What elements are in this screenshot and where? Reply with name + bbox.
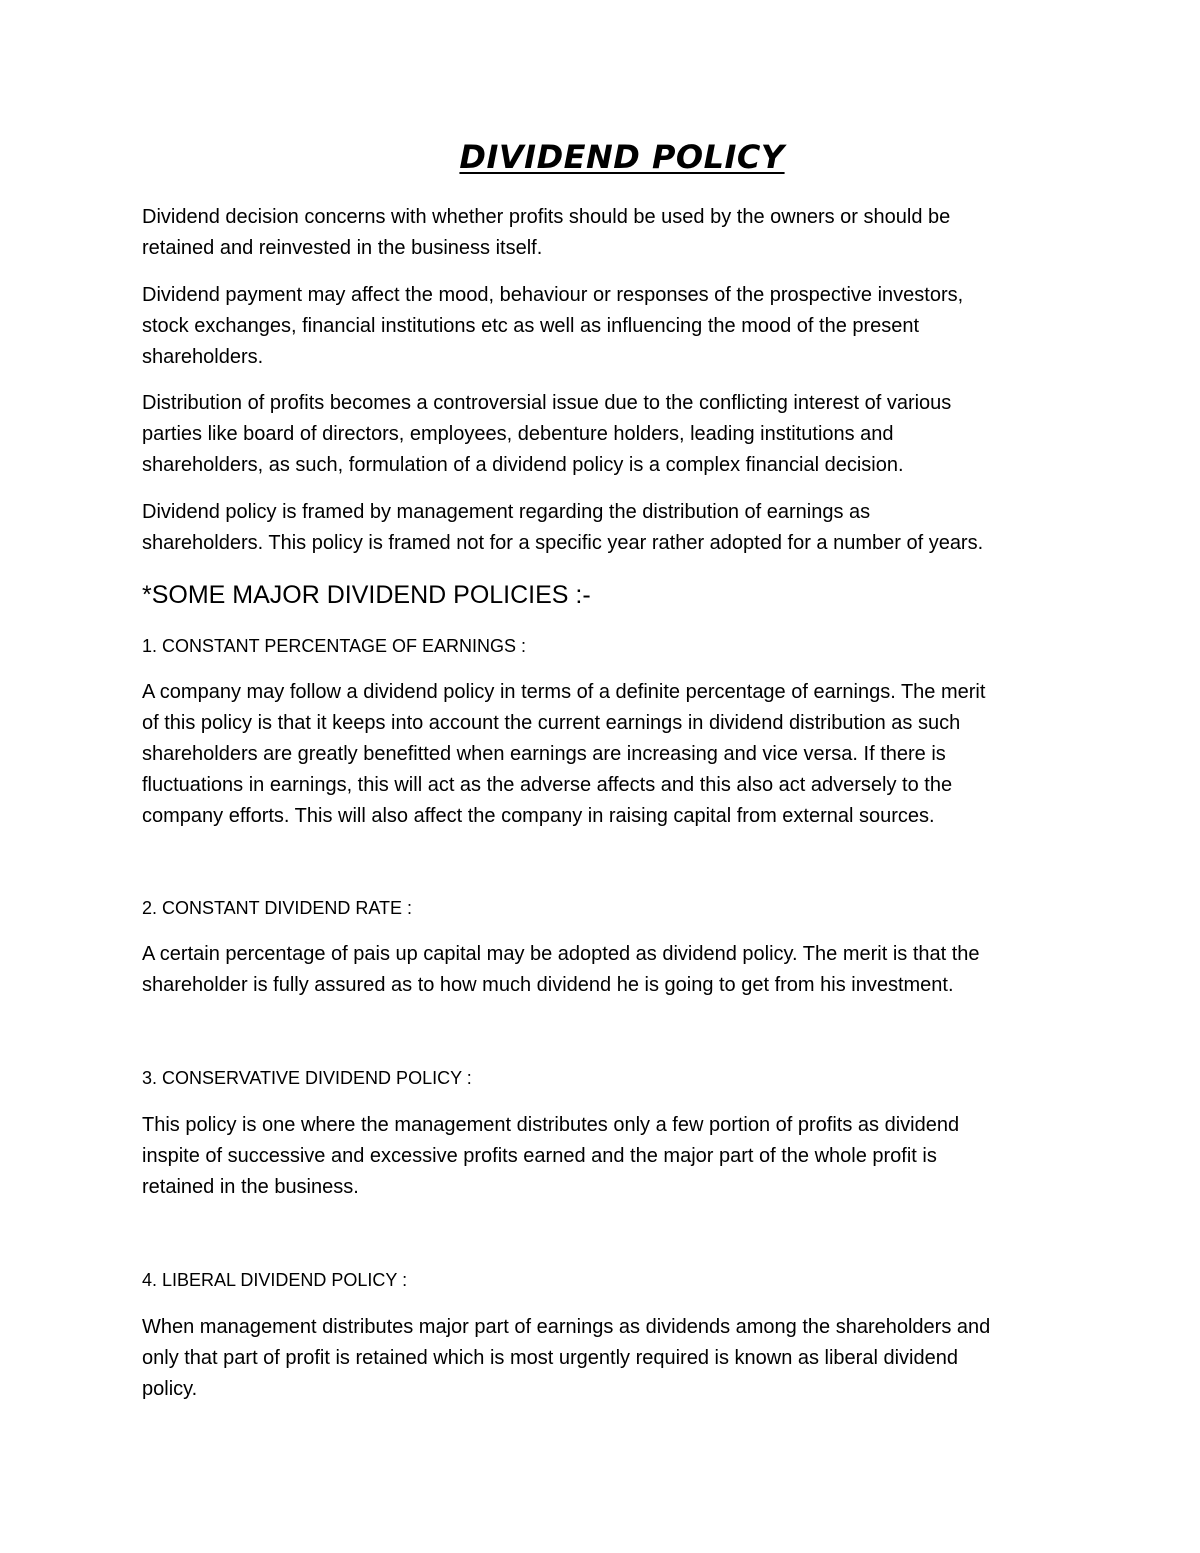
paragraph-line: company efforts. This will also affect the company in raising capital from external sources. [142, 805, 935, 827]
paragraph-line: shareholders. [142, 346, 264, 368]
policy-heading: 4. LIBERAL DIVIDEND POLICY : [142, 1270, 408, 1290]
paragraph-line: of this policy is that it keeps into account the current earnings in dividend distribution as such [142, 712, 961, 734]
paragraph-line: shareholders. This policy is framed not for a specific year rather adopted for a number of years. [142, 532, 984, 554]
intro-paragraph [142, 202, 1062, 264]
paragraph-line: When management distributes major part of earnings as dividends among the shareholders and [142, 1316, 991, 1338]
paragraph-line: This policy is one where the management distributes only a few portion of profits as dividend [142, 1114, 960, 1136]
paragraph-line: retained and reinvested in the business itself. [142, 237, 543, 259]
policy-heading: 1. CONSTANT PERCENTAGE OF EARNINGS : [142, 636, 527, 656]
intro-paragraph [142, 280, 1062, 373]
paragraph-line: inspite of successive and excessive profits earned and the major part of the whole profit is [142, 1145, 937, 1167]
paragraph-line: only that part of profit is retained which is most urgently required is known as liberal dividend [142, 1347, 958, 1369]
policy-heading: 2. CONSTANT DIVIDEND RATE : [142, 898, 413, 918]
paragraph-line: policy. [142, 1378, 198, 1400]
paragraph-line: Dividend decision concerns with whether profits should be used by the owners or should be [142, 206, 951, 228]
intro-paragraph [142, 388, 1062, 481]
paragraph-line: stock exchanges, financial institutions etc as well as influencing the mood of the present [142, 315, 920, 337]
intro-paragraph [142, 497, 1062, 559]
document-title: DIVIDEND POLICY [459, 138, 785, 176]
paragraph-line: A certain percentage of pais up capital may be adopted as dividend policy. The merit is that the [142, 943, 980, 965]
paragraph-line: Distribution of profits becomes a controversial issue due to the conflicting interest of various [142, 392, 952, 414]
policy-description [142, 939, 1062, 1001]
paragraph-line: shareholder is fully assured as to how much dividend he is going to get from his investment. [142, 974, 954, 996]
section-heading: *SOME MAJOR DIVIDEND POLICIES :- [142, 581, 591, 609]
policy-description [142, 1312, 1062, 1405]
policy-description [142, 1110, 1062, 1203]
paragraph-line: retained in the business. [142, 1176, 359, 1198]
policy-heading: 3. CONSERVATIVE DIVIDEND POLICY : [142, 1068, 472, 1088]
paragraph-line: fluctuations in earnings, this will act as the adverse affects and this also act adversely to the [142, 774, 953, 796]
paragraph-line: Dividend payment may affect the mood, behaviour or responses of the prospective investors, [142, 284, 964, 306]
paragraph-line: shareholders, as such, formulation of a dividend policy is a complex financial decision. [142, 454, 904, 476]
paragraph-line: shareholders are greatly benefitted when earnings are increasing and vice versa. If there is [142, 743, 946, 765]
paragraph-line: Dividend policy is framed by management regarding the distribution of earnings as [142, 501, 871, 523]
paragraph-line: A company may follow a dividend policy in terms of a definite percentage of earnings. The merit [142, 681, 986, 703]
policy-description [142, 677, 1062, 832]
paragraph-line: parties like board of directors, employees, debenture holders, leading institutions and [142, 423, 894, 445]
